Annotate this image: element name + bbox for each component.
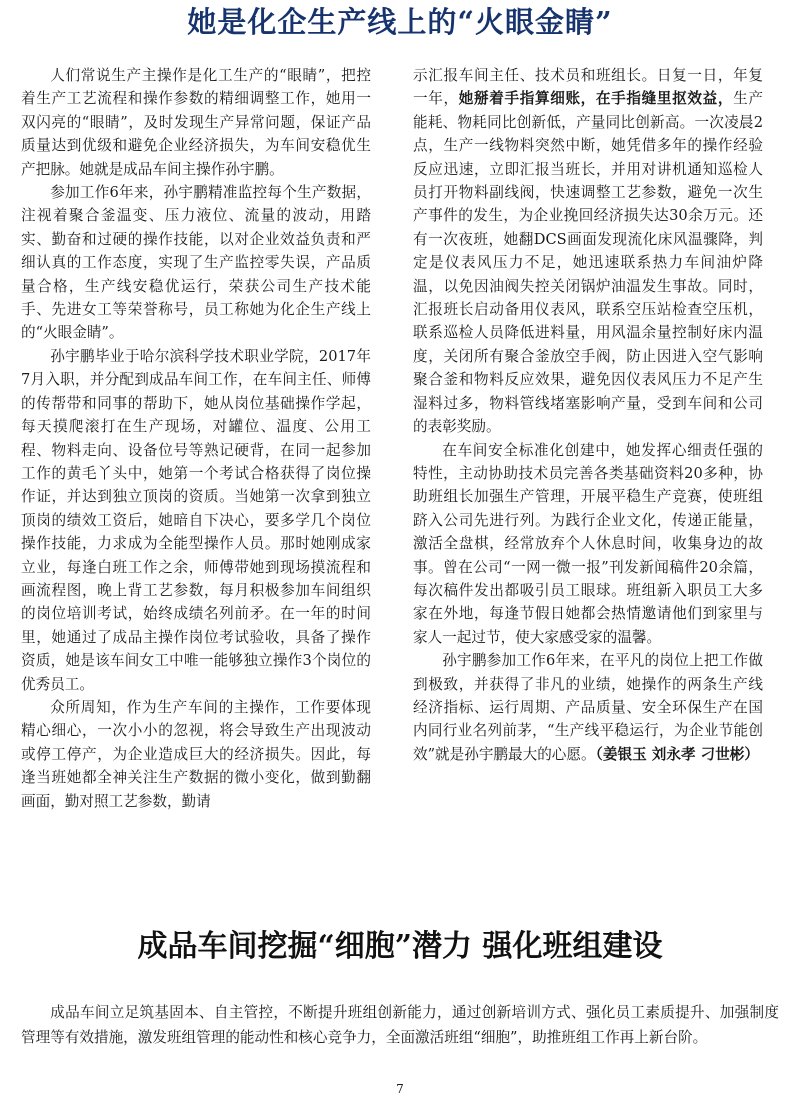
paragraph	[413, 64, 763, 439]
emphasis-text: 她掰着手指算细账，在手指缝里抠效益，	[458, 90, 734, 108]
paragraph-text: 孙宇鹏参加工作6年来，在平凡的岗位上把工作做到极致，并获得了非凡的业绩，她操作的两条生产线经济指标、运行周期、产品质量、安全环保生产在国内同行业名列前茅，“生产线平稳运行，为企业节能创效”就是孙宇鹏最大的心愿。	[413, 652, 763, 763]
article-title-1: 她是化企生产线上的“火眼金睛”	[187, 5, 613, 39]
right-column	[413, 64, 763, 766]
paragraph: 人们常说生产主操作是化工生产的“眼睛”，把控着生产工艺流程和操作参数的精细调整工作，她用一双闪亮的“眼睛”，及时发现生产异常问题，保证产品质量达到优级和避免企业经济损失，为车间安稳优生产把脉。她就是成品车间主操作孙宇鹏。	[21, 67, 371, 178]
paragraph	[413, 649, 763, 766]
lead-paragraph: 成品车间立足筑基固本、自主管控，不断提升班组创新能力，通过创新培训方式、强化员工素质提升、加强制度管理等有效措施，激发班组管理的能动性和核心竞争力，全面激活班组“细胞”，助推班组工作再上新台阶。	[21, 1004, 779, 1046]
author-byline: （姜银玉 刘永孝 刁世彬）	[595, 745, 759, 763]
paragraph-text: 示汇报车间主任、技术员和班组长。日复一日，年复一年，	[413, 67, 763, 108]
article-lead	[21, 1000, 779, 1050]
article-title-2: 成品车间挖掘“细胞”潜力 强化班组建设	[137, 929, 663, 964]
paragraph: 在车间安全标准化创建中，她发挥心细责任强的特性，主动协助技术员完善各类基础资料20多种，协助班组长加强生产管理，开展平稳生产竞赛，使班组跻入公司先进行列。为践行企业文化，传递正能量，激活全盘棋，经常放弃个人休息时间，收集身边的故事。曾在公司“一网一微一报”刊发新闻稿件20余篇，每次稿件发出都吸引员工眼球。班组新入职员工大多家在外地，每逢节假日她都会热情邀请他们到家里与家人一起过节，使大家感受家的温馨。	[413, 441, 763, 646]
left-column	[21, 64, 371, 813]
paragraph-text: 生产能耗、物耗同比创新低，产量同比创新高。一次凌晨2点，生产一线物料突然中断，她凭借多年的操作经验反应迅速，立即汇报当班长，并用对讲机通知巡检人员打开物料副线阀，快速调整工艺参数，避免一次生产事件的发生，为企业挽回经济损失达30余万元。还有一次夜班，她翻DCS画面发现流化床风温骤降，判定是仪表风压力不足，她迅速联系热力车间油炉降温，以免因油阀失控关闭锅炉油温发生事故。同时，汇报班长启动备用仪表风，联系空压站检查空压机，联系巡检人员降低进料量，用风温余量控制好床内温度，关闭所有聚合釜放空手阀，防止因进入空气影响聚合釜和物料反应效果，避免因仪表风压力不足产生湿料过多，物料管线堵塞影响产量，受到车间和公司的表彰奖励。	[413, 90, 763, 436]
page-number: 7	[396, 1082, 404, 1096]
paragraph: 参加工作6年来，孙宇鹏精准监控每个生产数据，注视着聚合釜温变、压力液位、流量的波动，用踏实、勤奋和过硬的操作技能，以对企业效益负责和严细认真的工作态度，实现了生产监控零失误，产品质量合格，生产线安稳优运行，荣获公司生产技术能手、先进女工等荣誉称号，员工称她为化企生产线上的“火眼金睛”。	[21, 184, 371, 342]
paragraph: 孙宇鹏毕业于哈尔滨科学技术职业学院，2017年7月入职，并分配到成品车间工作，在车间主任、师傅的传帮带和同事的帮助下，她从岗位基础操作学起，每天摸爬滚打在生产现场，对罐位、温度、公用工程、物料走向、设备位号等熟记硬背，在同一起参加工作的黄毛丫头中，她第一个考试合格获得了岗位操作证，并达到独立顶岗的资质。当她第一次拿到独立顶岗的绩效工资后，她暗自下决心，要多学几个岗位操作技能，力求成为全能型操作人员。那时她刚成家立业，每逢白班工作之余，师傅带她到现场摸流程和画流程图，晚上背工艺参数，每月积极参加车间组织的岗位培训考试，始终成绩名列前矛。在一年的时间里，她通过了成品主操作岗位考试验收，具备了操作资质，她是该车间女工中唯一能够独立操作3个岗位的优秀员工。	[21, 347, 371, 693]
paragraph: 众所周知，作为生产车间的主操作，工作要体现精心细心，一次小小的忽视，将会导致生产出现波动或停工停产，为企业造成巨大的经济损失。因此，每逢当班她都全神关注生产数据的微小变化，做到勤翻画面，勤对照工艺参数，勤请	[21, 698, 371, 810]
